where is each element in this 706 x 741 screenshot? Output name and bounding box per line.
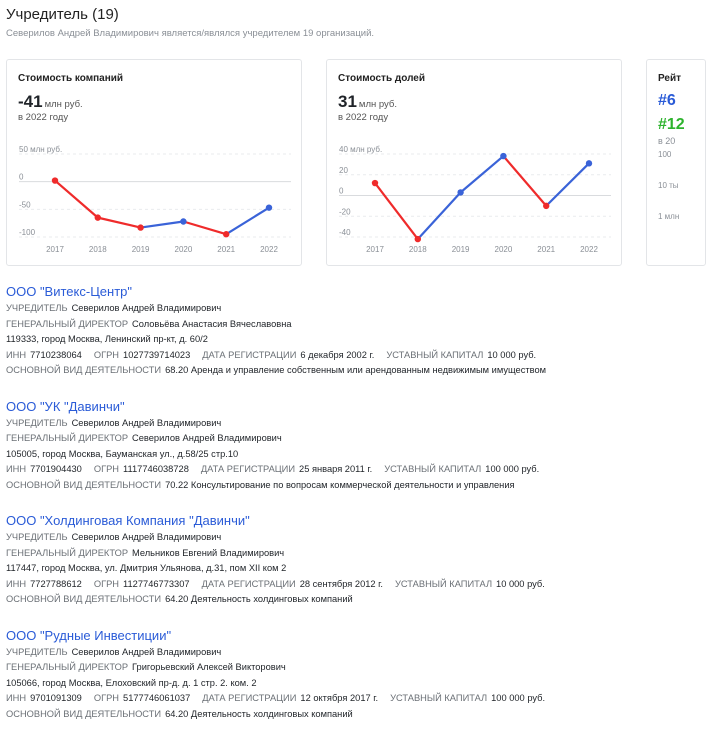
director-label: ГЕНЕРАЛЬНЫЙ ДИРЕКТОР <box>6 548 128 558</box>
rating-rank-2: #12 <box>658 116 685 134</box>
address: 119333, город Москва, Ленинский пр-кт, д. 60/2 <box>6 332 676 348</box>
director-line <box>6 317 676 333</box>
director-value: Григорьевский Алексей Викторович <box>132 662 286 672</box>
director-value: Соловьёва Анастасия Вячеславовна <box>132 319 292 329</box>
card-value <box>18 92 83 112</box>
activity-line <box>6 363 676 379</box>
founder-line <box>6 645 676 661</box>
reg-date-value: 25 января 2011 г. <box>299 464 372 474</box>
founder-label: УЧРЕДИТЕЛЬ <box>6 532 68 542</box>
capital-label: УСТАВНЫЙ КАПИТАЛ <box>390 693 487 703</box>
series-segment <box>226 208 269 235</box>
activity-label: ОСНОВНОЙ ВИД ДЕЯТЕЛЬНОСТИ <box>6 594 161 604</box>
activity-label: ОСНОВНОЙ ВИД ДЕЯТЕЛЬНОСТИ <box>6 365 161 375</box>
activity-value: 64.20 Деятельность холдинговых компаний <box>165 594 353 604</box>
data-point <box>137 224 143 230</box>
x-tick-label: 2022 <box>580 245 598 254</box>
x-tick-label: 2018 <box>89 245 107 254</box>
company-entry <box>6 512 676 627</box>
x-tick-label: 2017 <box>46 245 64 254</box>
card-title: Стоимость долей <box>338 73 425 84</box>
y-tick-label: 20 <box>339 166 348 175</box>
data-point <box>266 204 272 210</box>
card-value-number: 31 <box>338 92 357 111</box>
company-entry <box>6 398 676 513</box>
activity-line <box>6 592 676 608</box>
y-tick-label: -50 <box>19 200 31 209</box>
registry-line <box>6 462 676 478</box>
series-segment <box>461 156 504 192</box>
founder-line <box>6 301 676 317</box>
card-title: Рейт <box>658 73 681 84</box>
founder-value: Северилов Андрей Владимирович <box>72 303 222 313</box>
series-segment <box>375 183 418 239</box>
director-line <box>6 431 676 447</box>
founder-label: УЧРЕДИТЕЛЬ <box>6 303 68 313</box>
x-tick-label: 2020 <box>495 245 513 254</box>
director-line <box>6 546 676 562</box>
section-title: Учредитель (19) <box>6 6 374 23</box>
x-tick-label: 2021 <box>537 245 555 254</box>
founder-label: УЧРЕДИТЕЛЬ <box>6 647 68 657</box>
data-point <box>415 236 421 242</box>
ogrn-value: 1117746038728 <box>123 464 189 474</box>
registry-line <box>6 577 676 593</box>
director-line <box>6 660 676 676</box>
inn-label: ИНН <box>6 579 26 589</box>
reg-date-value: 12 октября 2017 г. <box>300 693 378 703</box>
activity-line <box>6 707 676 723</box>
activity-value: 68.20 Аренда и управление собственным или арендованным недвижимым имуществом <box>165 365 546 375</box>
share-value-chart <box>327 146 623 266</box>
x-tick-label: 2021 <box>217 245 235 254</box>
reg-date-label: ДАТА РЕГИСТРАЦИИ <box>202 579 296 589</box>
capital-label: УСТАВНЫЙ КАПИТАЛ <box>384 464 481 474</box>
reg-date-label: ДАТА РЕГИСТРАЦИИ <box>201 464 295 474</box>
founder-value: Северилов Андрей Владимирович <box>72 647 222 657</box>
y-tick-label: 40 млн руб. <box>339 145 382 154</box>
inn-label: ИНН <box>6 350 26 360</box>
rating-tick: 100 <box>658 150 671 159</box>
x-tick-label: 2022 <box>260 245 278 254</box>
y-tick-label: 50 млн руб. <box>19 145 62 154</box>
director-label: ГЕНЕРАЛЬНЫЙ ДИРЕКТОР <box>6 433 128 443</box>
ogrn-value: 5177746061037 <box>123 693 190 703</box>
inn-value: 7710238064 <box>30 350 82 360</box>
company-entry <box>6 283 676 398</box>
company-value-card <box>6 59 302 266</box>
x-tick-label: 2020 <box>175 245 193 254</box>
rating-card <box>646 59 706 266</box>
company-link[interactable]: ООО "Холдинговая Компания "Давинчи" <box>6 512 676 530</box>
founder-label: УЧРЕДИТЕЛЬ <box>6 418 68 428</box>
y-tick-label: 0 <box>339 187 344 196</box>
ogrn-label: ОГРН <box>94 693 119 703</box>
data-point <box>180 218 186 224</box>
company-link[interactable]: ООО "Витекс-Центр" <box>6 283 676 301</box>
card-value-number: -41 <box>18 92 43 111</box>
card-year: в 2022 году <box>18 112 68 123</box>
capital-value: 100 000 руб. <box>491 693 545 703</box>
section-header <box>6 6 374 39</box>
capital-label: УСТАВНЫЙ КАПИТАЛ <box>395 579 492 589</box>
card-year: в 2022 году <box>338 112 388 123</box>
series-segment <box>546 163 589 206</box>
card-value-unit: млн руб. <box>359 99 397 110</box>
reg-date-value: 6 декабря 2002 г. <box>300 350 374 360</box>
series-segment <box>98 218 141 228</box>
founder-value: Северилов Андрей Владимирович <box>72 532 222 542</box>
address: 117447, город Москва, ул. Дмитрия Ульянова, д.31, пом XII ком 2 <box>6 561 676 577</box>
y-tick-label: -100 <box>19 228 36 237</box>
data-point <box>95 214 101 220</box>
ogrn-value: 1127746773307 <box>123 579 190 589</box>
activity-label: ОСНОВНОЙ ВИД ДЕЯТЕЛЬНОСТИ <box>6 709 161 719</box>
ogrn-label: ОГРН <box>94 464 119 474</box>
director-label: ГЕНЕРАЛЬНЫЙ ДИРЕКТОР <box>6 319 128 329</box>
company-link[interactable]: ООО "УК "Давинчи" <box>6 398 676 416</box>
data-point <box>457 189 463 195</box>
address: 105005, город Москва, Бауманская ул., д.58/25 стр.10 <box>6 447 676 463</box>
activity-line <box>6 478 676 494</box>
capital-value: 10 000 руб. <box>496 579 545 589</box>
company-link[interactable]: ООО "Рудные Инвестиции" <box>6 627 676 645</box>
company-entry <box>6 627 676 741</box>
x-tick-label: 2017 <box>366 245 384 254</box>
share-value-card <box>326 59 622 266</box>
rating-tick: 1 млн <box>658 212 679 221</box>
series-segment <box>503 156 546 206</box>
inn-value: 9701091309 <box>30 693 82 703</box>
company-list <box>6 283 676 741</box>
data-point <box>543 203 549 209</box>
data-point <box>52 177 58 183</box>
address: 105066, город Москва, Елоховский пр-д. д. 1 стр. 2. ком. 2 <box>6 676 676 692</box>
activity-label: ОСНОВНОЙ ВИД ДЕЯТЕЛЬНОСТИ <box>6 480 161 490</box>
card-value-unit: млн руб. <box>45 99 83 110</box>
card-value <box>338 92 397 112</box>
series-segment <box>141 222 184 228</box>
series-segment <box>418 192 461 239</box>
rating-tick: 10 ты <box>658 181 679 190</box>
data-point <box>372 180 378 186</box>
founder-line <box>6 530 676 546</box>
rating-rank-1: #6 <box>658 92 676 110</box>
data-point <box>586 160 592 166</box>
founder-value: Северилов Андрей Владимирович <box>72 418 222 428</box>
x-tick-label: 2019 <box>452 245 470 254</box>
y-tick-label: -20 <box>339 207 351 216</box>
x-tick-label: 2019 <box>132 245 150 254</box>
director-value: Мельников Евгений Владимирович <box>132 548 284 558</box>
registry-line <box>6 691 676 707</box>
ogrn-value: 1027739714023 <box>123 350 190 360</box>
data-point <box>223 231 229 237</box>
inn-label: ИНН <box>6 464 26 474</box>
activity-value: 64.20 Деятельность холдинговых компаний <box>165 709 353 719</box>
capital-value: 10 000 руб. <box>487 350 536 360</box>
reg-date-label: ДАТА РЕГИСТРАЦИИ <box>202 693 296 703</box>
founder-line <box>6 416 676 432</box>
director-value: Северилов Андрей Владимирович <box>132 433 282 443</box>
section-subtitle: Северилов Андрей Владимирович является/являлся учредителем 19 организаций. <box>6 28 374 39</box>
series-segment <box>183 222 226 235</box>
registry-line <box>6 348 676 364</box>
ogrn-label: ОГРН <box>94 350 119 360</box>
inn-label: ИНН <box>6 693 26 703</box>
director-label: ГЕНЕРАЛЬНЫЙ ДИРЕКТОР <box>6 662 128 672</box>
activity-value: 70.22 Консультирование по вопросам коммерческой деятельности и управления <box>165 480 514 490</box>
series-segment <box>55 181 98 218</box>
data-point <box>500 153 506 159</box>
y-tick-label: 0 <box>19 173 24 182</box>
inn-value: 7727788612 <box>30 579 82 589</box>
capital-label: УСТАВНЫЙ КАПИТАЛ <box>386 350 483 360</box>
reg-date-value: 28 сентября 2012 г. <box>300 579 383 589</box>
reg-date-label: ДАТА РЕГИСТРАЦИИ <box>202 350 296 360</box>
card-title: Стоимость компаний <box>18 73 123 84</box>
x-tick-label: 2018 <box>409 245 427 254</box>
capital-value: 100 000 руб. <box>485 464 539 474</box>
ogrn-label: ОГРН <box>94 579 119 589</box>
company-value-chart <box>7 146 303 266</box>
inn-value: 7701904430 <box>30 464 82 474</box>
y-tick-label: -40 <box>339 228 351 237</box>
rating-year: в 20 <box>658 136 675 146</box>
